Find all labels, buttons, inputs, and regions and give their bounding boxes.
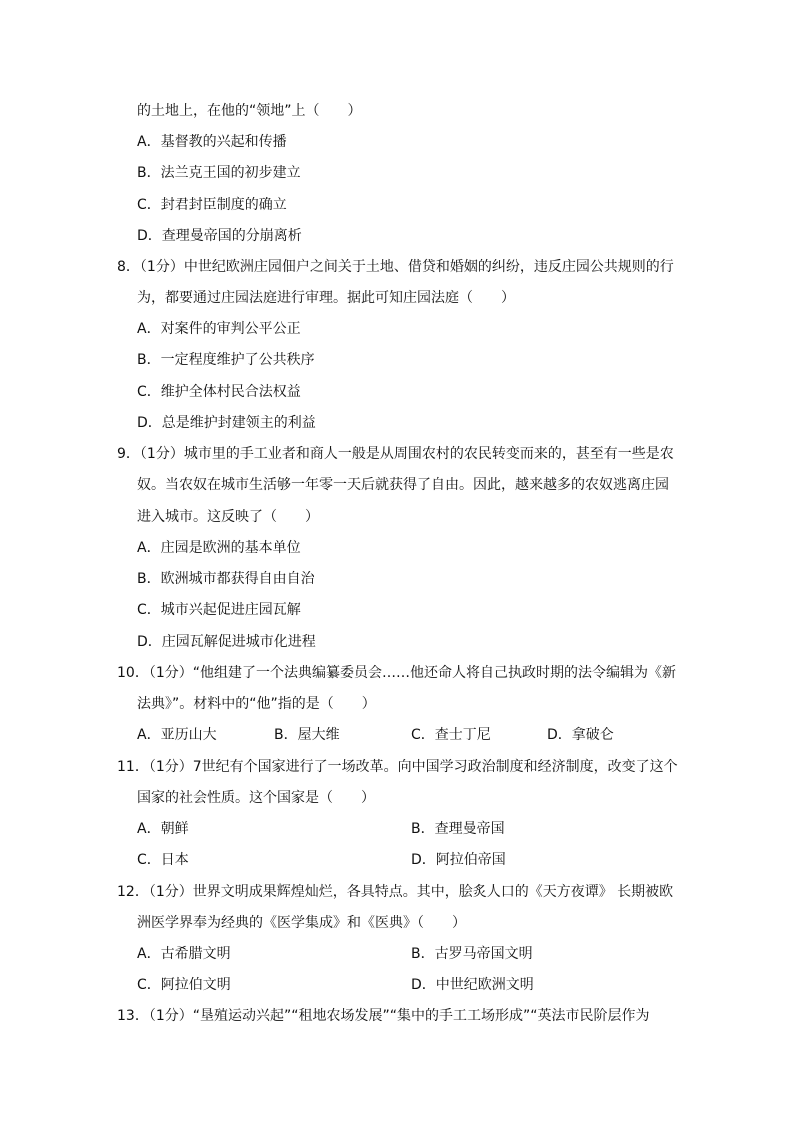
q8-option-d: D．总是维护封建领主的利益 [137, 415, 316, 431]
q7-option-a: A．基督教的兴起和传播 [137, 134, 287, 150]
q11-option-c: C．日本 [137, 852, 189, 868]
q7-stem-continuation: 的土地上，在他的“领地”上（ ） [137, 103, 362, 119]
q10-option-c: C．查士丁尼 [411, 727, 491, 743]
q11-stem-line2: 国家的社会性质。这个国家是（ ） [137, 790, 375, 806]
q9-option-b: B．欧洲城市都获得自由自治 [137, 571, 315, 587]
q7-option-d: D．查理曼帝国的分崩离析 [137, 228, 302, 244]
q8-option-b: B．一定程度维护了公共秩序 [137, 352, 315, 368]
q8-option-c: C．维护全体村民合法权益 [137, 384, 301, 400]
q10-option-a: A．亚历山大 [137, 727, 217, 743]
q12-option-a: A．古希腊文明 [137, 946, 231, 962]
q7-option-b: B．法兰克王国的初步建立 [137, 165, 301, 181]
q13-stem-line1: 13．（1分）“垦殖运动兴起”“租地农场发展”“集中的手工工场形成”“英法市民阶层作为 [117, 1008, 650, 1024]
q9-stem-line1: 9．（1分）城市里的手工业者和商人一般是从周围农村的农民转变而来的，甚至有一些是农 [117, 446, 674, 462]
q12-stem-line2: 洲医学界奉为经典的《医学集成》和《医典》（ ） [137, 915, 466, 931]
q9-option-d: D．庄园瓦解促进城市化进程 [137, 634, 316, 650]
q8-stem-line1: 8．（1分）中世纪欧洲庄园佃户之间关于土地、借贷和婚姻的纠纷，违反庄园公共规则的行 [117, 259, 674, 275]
q9-option-c: C．城市兴起促进庄园瓦解 [137, 602, 301, 618]
q10-stem-line1: 10．（1分）“他组建了一个法典编纂委员会……他还命人将自己执政时期的法令编辑为《新 [117, 665, 676, 681]
q12-option-b: B．古罗马帝国文明 [411, 946, 533, 962]
q12-option-d: D．中世纪欧洲文明 [411, 977, 534, 993]
q8-stem-line2: 为，都要通过庄园法庭进行审理。据此可知庄园法庭（ ） [137, 290, 515, 306]
q10-option-d: D．拿破仑 [547, 727, 614, 743]
q8-option-a: A．对案件的审判公平公正 [137, 321, 301, 337]
q12-stem-line1: 12．（1分）世界文明成果辉煌灿烂，各具特点。其中，脍炙人口的《天方夜谭》 长期被欧 [117, 884, 674, 900]
q12-option-c: C．阿拉伯文明 [137, 977, 231, 993]
q10-stem-line2: 法典》”。材料中的“他”指的是（ ） [137, 696, 376, 712]
q9-stem-line3: 进入城市。这反映了（ ） [137, 509, 319, 525]
q11-option-d: D．阿拉伯帝国 [411, 852, 506, 868]
q9-stem-line2: 奴。当农奴在城市生活够一年零一天后就获得了自由。因此，越来越多的农奴逃离庄园 [137, 477, 669, 493]
q10-option-b: B．屋大维 [274, 727, 340, 743]
q7-option-c: C．封君封臣制度的确立 [137, 197, 287, 213]
q11-option-b: B．查理曼帝国 [411, 821, 505, 837]
q11-option-a: A．朝鲜 [137, 821, 189, 837]
q11-stem-line1: 11．（1分）7世纪有个国家进行了一场改革。向中国学习政治制度和经济制度，改变了这个 [117, 759, 678, 775]
q9-option-a: A．庄园是欧洲的基本单位 [137, 540, 301, 556]
